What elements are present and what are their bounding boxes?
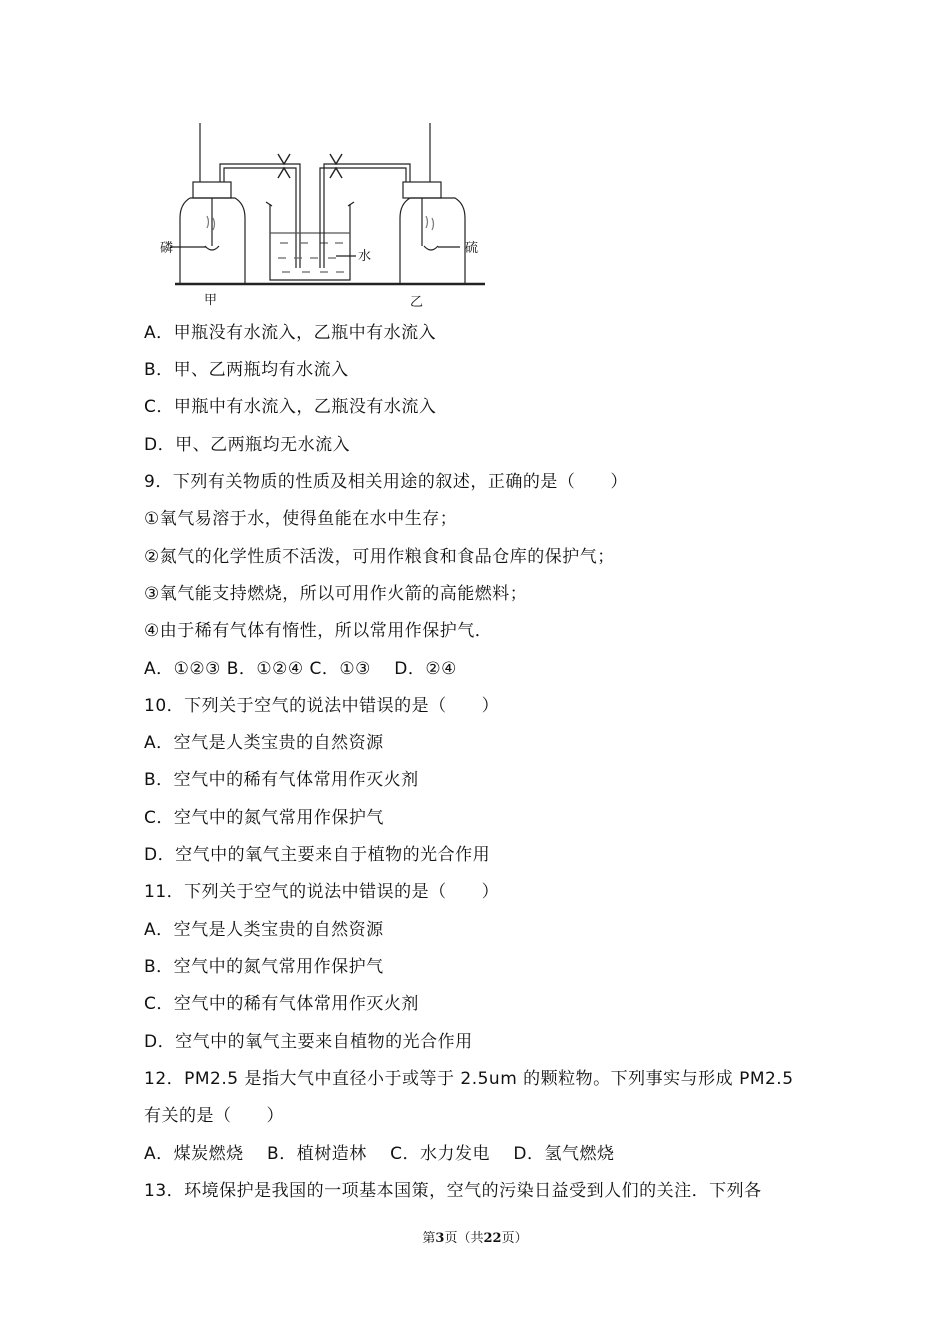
right-bottle bbox=[400, 198, 465, 284]
q10-option-c: C．空气中的氮气常用作保护气 bbox=[144, 808, 384, 828]
left-stopper bbox=[193, 182, 231, 198]
q11-option-d: D．空气中的氧气主要来自植物的光合作用 bbox=[144, 1032, 473, 1052]
q12-stem-line1: 12．PM2.5 是指大气中直径小于或等于 2.5um 的颗粒物。下列事实与形成 PM2.5 bbox=[144, 1069, 794, 1089]
label-bottle-jia: 甲 bbox=[204, 293, 218, 308]
q11-option-a: A．空气是人类宝贵的自然资源 bbox=[144, 920, 384, 940]
right-spoon bbox=[424, 246, 438, 250]
label-bottle-yi: 乙 bbox=[410, 295, 424, 310]
q11-stem: 11．下列关于空气的说法中错误的是（ ） bbox=[144, 882, 500, 902]
q9-statement-1: ①氧气易溶于水，使得鱼能在水中生存； bbox=[144, 509, 458, 529]
right-stopper bbox=[403, 182, 441, 198]
footer-total-pages: 22 bbox=[483, 1231, 502, 1246]
q8-option-c: C．甲瓶中有水流入，乙瓶没有水流入 bbox=[144, 397, 437, 417]
beaker bbox=[270, 204, 350, 280]
q8-option-a: A．甲瓶没有水流入，乙瓶中有水流入 bbox=[144, 323, 437, 343]
footer-prefix: 第 bbox=[422, 1231, 436, 1246]
left-spoon bbox=[205, 246, 219, 250]
page-footer bbox=[0, 1227, 950, 1246]
q10-option-a: A．空气是人类宝贵的自然资源 bbox=[144, 733, 384, 753]
q12-stem-line2: 有关的是（ ） bbox=[144, 1106, 284, 1126]
footer-suffix: 页） bbox=[501, 1231, 528, 1246]
q10-option-b: B．空气中的稀有气体常用作灭火剂 bbox=[144, 770, 419, 790]
q11-option-b: B．空气中的氮气常用作保护气 bbox=[144, 957, 384, 977]
q10-option-d: D．空气中的氧气主要来自于植物的光合作用 bbox=[144, 845, 491, 865]
right-clamp bbox=[330, 154, 342, 178]
apparatus-figure bbox=[160, 118, 500, 318]
q12-options: A．煤炭燃烧 B．植树造林 C．水力发电 D．氢气燃烧 bbox=[144, 1144, 615, 1164]
label-phosphorus: 磷 bbox=[160, 241, 174, 256]
water-dashes bbox=[278, 243, 344, 272]
q9-statement-3: ③氧气能支持燃烧，所以可用作火箭的高能燃料； bbox=[144, 584, 528, 604]
q9-options: A．①②③ B．①②④ C．①③ D．②④ bbox=[144, 659, 457, 679]
left-clamp bbox=[278, 154, 290, 178]
label-sulfur: 硫 bbox=[465, 241, 479, 256]
label-water: 水 bbox=[358, 249, 372, 264]
apparatus-diagram bbox=[160, 118, 500, 318]
q11-option-c: C．空气中的稀有气体常用作灭火剂 bbox=[144, 994, 419, 1014]
q9-stem: 9．下列有关物质的性质及相关用途的叙述，正确的是（ ） bbox=[144, 472, 628, 492]
footer-middle: 页（共 bbox=[444, 1231, 484, 1246]
q13-stem: 13．环境保护是我国的一项基本国策，空气的污染日益受到人们的关注．下列各 bbox=[144, 1181, 762, 1201]
q8-option-b: B．甲、乙两瓶均有水流入 bbox=[144, 360, 349, 380]
q9-statement-2: ②氮气的化学性质不活泼，可用作粮食和食品仓库的保护气； bbox=[144, 547, 615, 567]
q9-statement-4: ④由于稀有气体有惰性，所以常用作保护气． bbox=[144, 621, 493, 641]
footer-page-number: 3 bbox=[435, 1231, 445, 1246]
q10-stem: 10．下列关于空气的说法中错误的是（ ） bbox=[144, 696, 500, 716]
q8-option-d: D．甲、乙两瓶均无水流入 bbox=[144, 435, 351, 455]
